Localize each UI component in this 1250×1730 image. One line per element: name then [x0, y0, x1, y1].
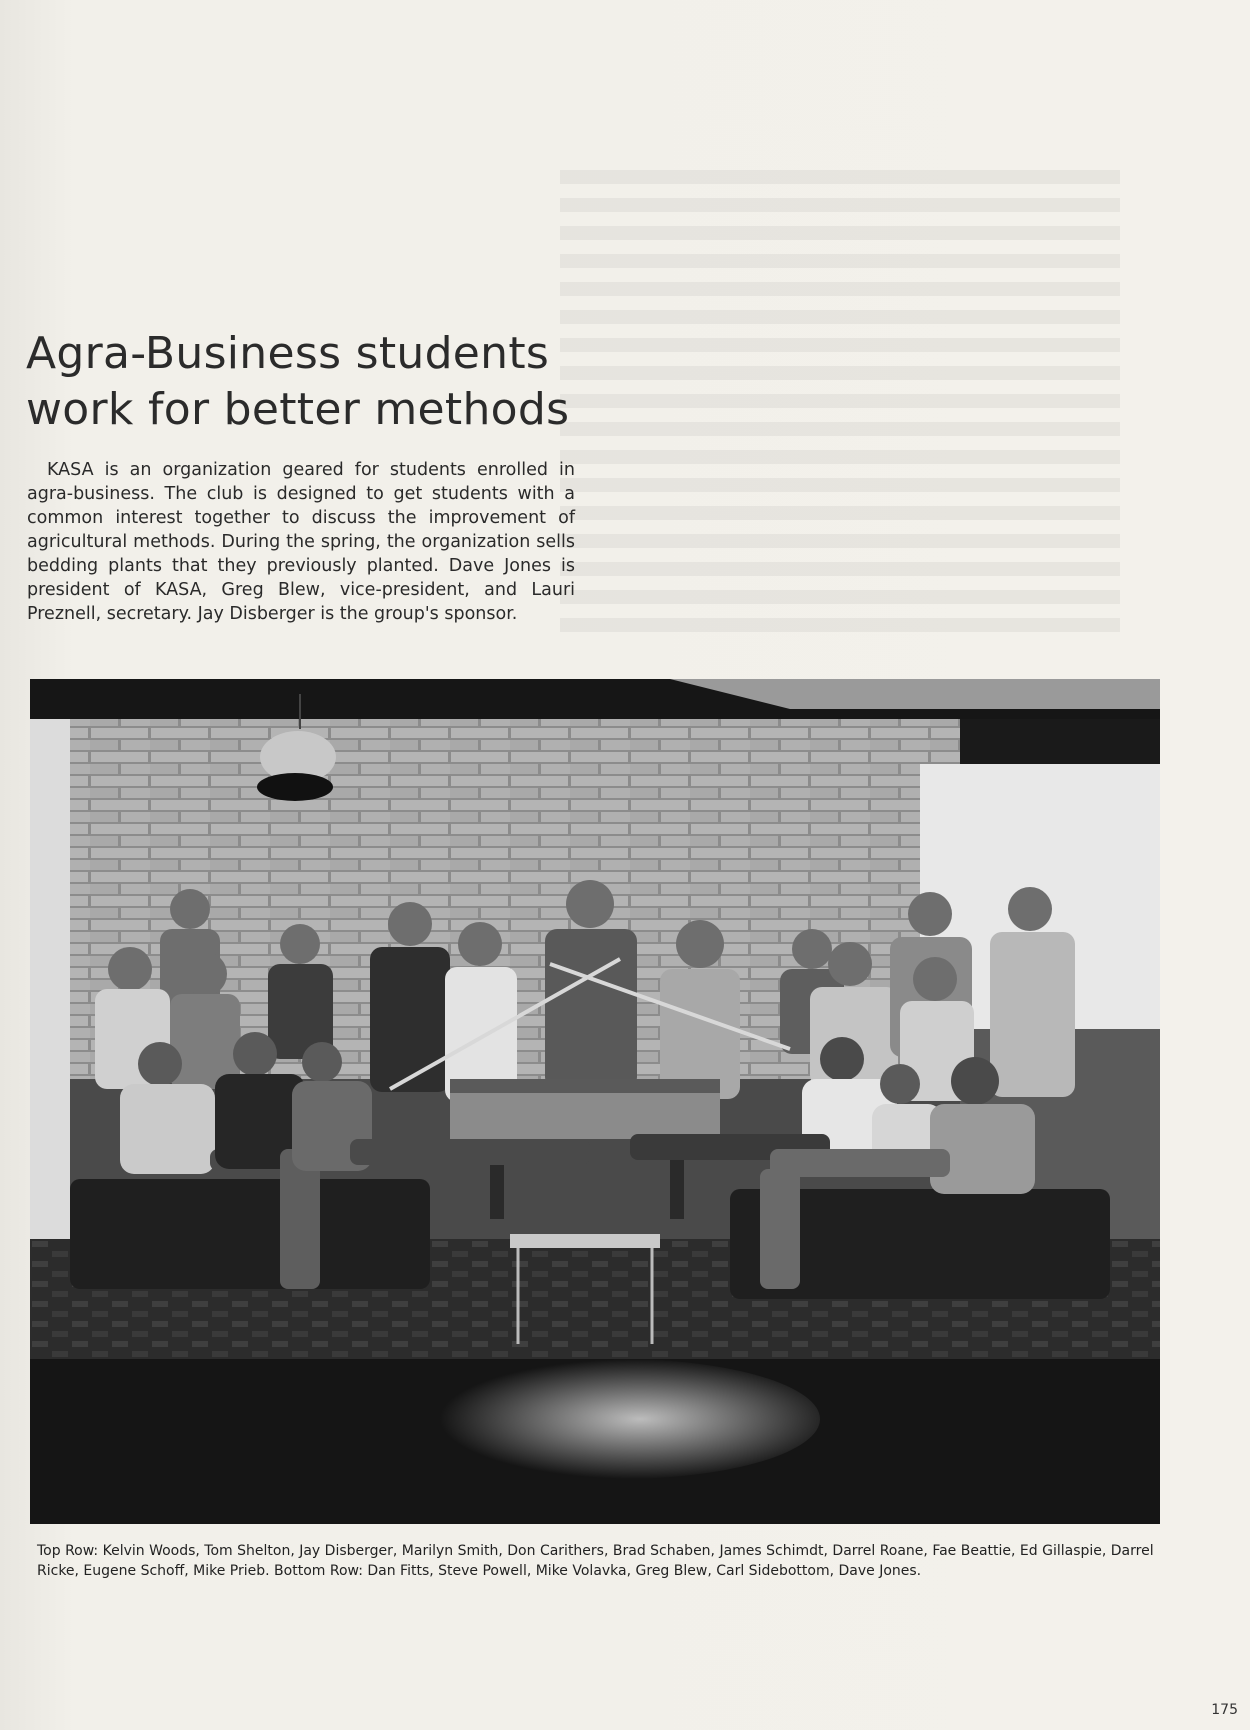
article-body: KASA is an organization geared for students enrolled in agra-business. The club is designed to get students with a common interest together to discuss the improvement of agricultural methods. During the spring, the organization sells bedding plants that they previously planted. Dave Jones is president of KASA, Greg Blew, vice-president, and Lauri Preznell, secretary. Jay Disberger is the group's sponsor.	[27, 460, 575, 624]
headline-line-2: work for better methods	[26, 384, 570, 435]
group-photo	[30, 679, 1160, 1524]
group-photo-illustration	[30, 679, 1160, 1524]
show-through-texture	[560, 170, 1120, 640]
photo-caption: Top Row: Kelvin Woods, Tom Shelton, Jay Disberger, Marilyn Smith, Don Carithers, Brad Schaben, James Schimdt, Darrel Roane, Fae Beattie, Ed Gillaspie, Darrel Ricke, Eugene Schoff, Mike Prieb. Bottom Row: Dan Fitts, Steve Powell, Mike Volavka, Greg Blew, Carl Sidebottom, Dave Jones.	[37, 1543, 1154, 1579]
page-number: 175	[1211, 1702, 1238, 1718]
page-headline	[26, 326, 586, 438]
headline-line-1: Agra-Business students	[26, 328, 550, 379]
